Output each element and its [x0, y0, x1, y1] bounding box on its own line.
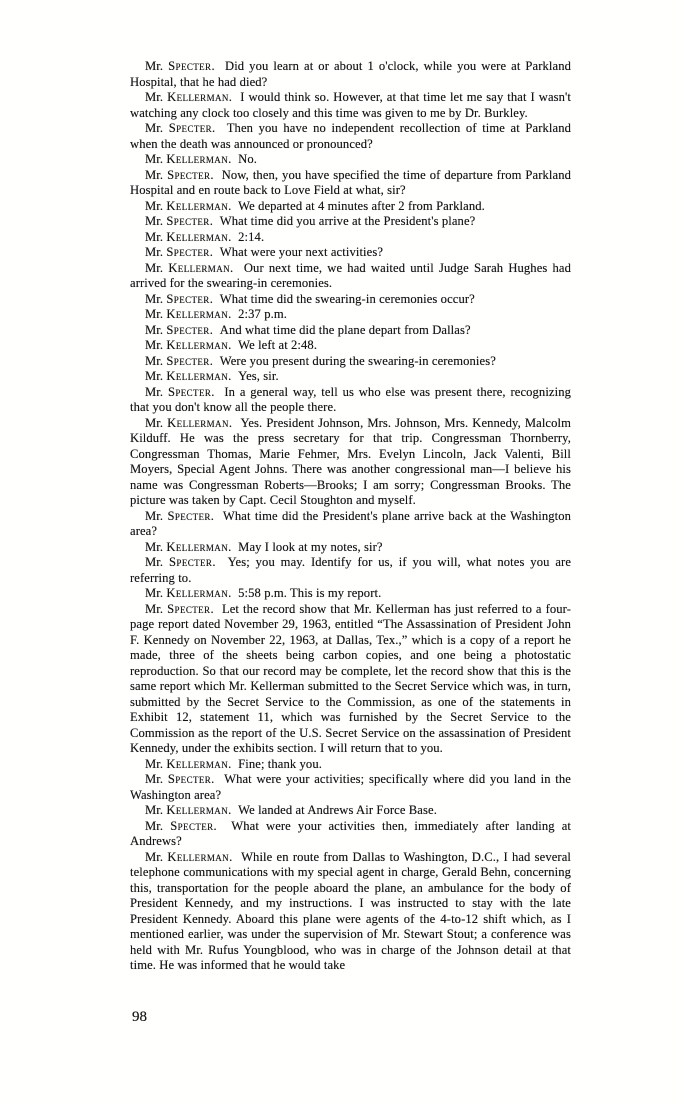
- speaker-name: Kellerman.: [166, 586, 232, 600]
- speaker-name: Kellerman.: [166, 803, 232, 817]
- dialogue-text: Now, then, you have specified the time of departure from Parkland Hospital and en route back to Love Field at what, sir?: [130, 167, 572, 197]
- dialogue-text: We left at 2:48.: [238, 338, 318, 352]
- speaker-name: Kellerman.: [166, 369, 232, 383]
- dialogue-paragraph: [130, 168, 571, 199]
- speaker-title: Mr.: [145, 90, 164, 104]
- speaker-label: [145, 602, 214, 616]
- dialogue-text: 5:58 p.m. This is my report.: [238, 586, 382, 600]
- speaker-name: Kellerman.: [166, 152, 232, 166]
- dialogue-paragraph: [130, 586, 571, 602]
- speaker-label: [145, 416, 232, 430]
- dialogue-paragraph: [130, 261, 571, 292]
- speaker-title: Mr.: [145, 772, 164, 786]
- dialogue-paragraph: [130, 292, 571, 308]
- speaker-label: [145, 230, 232, 244]
- dialogue-text: 2:14.: [238, 229, 265, 244]
- dialogue-text: Yes; you may. Identify for us, if you will, what notes you are referring to.: [130, 555, 572, 585]
- speaker-label: [145, 586, 232, 600]
- speaker-title: Mr.: [145, 291, 164, 306]
- dialogue-text: What time did you arrive at the President's plane?: [219, 214, 476, 228]
- speaker-title: Mr.: [145, 152, 164, 166]
- dialogue-text: What were your activities then, immediately after landing at Andrews?: [130, 818, 572, 848]
- dialogue-paragraph: [130, 354, 571, 370]
- speaker-label: [145, 338, 232, 352]
- dialogue-paragraph: [130, 602, 571, 757]
- dialogue-text: I would think so. However, at that time let me say that I wasn't watching any clock too closely and this time was given to me by Dr. Burkley.: [130, 90, 572, 120]
- dialogue-paragraph: [130, 369, 571, 385]
- speaker-title: Mr.: [145, 121, 164, 135]
- dialogue-text: Our next time, we had waited until Judge Sarah Hughes had arrived for the swearing-in ceremonies.: [130, 260, 572, 290]
- speaker-title: Mr.: [145, 539, 164, 554]
- speaker-label: [145, 152, 232, 166]
- speaker-label: [145, 803, 232, 817]
- speaker-label: [145, 850, 233, 864]
- speaker-name: Kellerman.: [166, 539, 232, 554]
- dialogue-text: What time did the swearing-in ceremonies occur?: [219, 291, 475, 306]
- speaker-title: Mr.: [145, 508, 164, 523]
- speaker-name: Kellerman.: [166, 198, 232, 213]
- speaker-name: Specter.: [166, 353, 214, 368]
- dialogue-text: Did you learn at or about 1 o'clock, while you were at Parkland Hospital, that he had died?: [130, 59, 571, 89]
- speaker-label: [145, 245, 213, 259]
- speaker-name: Specter.: [167, 508, 215, 523]
- speaker-name: Kellerman.: [168, 260, 234, 275]
- speaker-name: Kellerman.: [166, 756, 232, 771]
- dialogue-text: And what time did the plane depart from Dallas?: [219, 322, 471, 337]
- speaker-label: [145, 772, 215, 786]
- speaker-name: Specter.: [170, 818, 218, 833]
- speaker-title: Mr.: [145, 586, 164, 600]
- dialogue-paragraph: [130, 59, 571, 90]
- dialogue-paragraph: [130, 509, 571, 540]
- speaker-name: Specter.: [167, 384, 215, 399]
- speaker-label: [145, 90, 232, 104]
- dialogue-text: Were you present during the swearing-in ceremonies?: [219, 353, 496, 368]
- speaker-label: [145, 354, 213, 368]
- dialogue-paragraph: [130, 338, 571, 354]
- speaker-name: Specter.: [166, 322, 214, 337]
- speaker-title: Mr.: [145, 322, 164, 337]
- speaker-name: Kellerman.: [167, 415, 233, 430]
- speaker-title: Mr.: [145, 260, 164, 275]
- speaker-title: Mr.: [145, 338, 164, 352]
- speaker-title: Mr.: [145, 369, 164, 383]
- dialogue-paragraph: [130, 323, 571, 339]
- speaker-label: [145, 509, 214, 523]
- speaker-label: [145, 292, 213, 306]
- dialogue-text: We departed at 4 minutes after 2 from Parkland.: [238, 198, 485, 213]
- dialogue-paragraph: [130, 385, 571, 416]
- dialogue-paragraph: [130, 555, 571, 586]
- dialogue-paragraph: [130, 152, 571, 168]
- dialogue-paragraph: [130, 245, 571, 261]
- dialogue-text: Then you have no independent recollection of time at Parkland when the death was announced or pronounced?: [130, 121, 571, 151]
- dialogue-paragraph: [130, 230, 571, 246]
- speaker-title: Mr.: [145, 245, 164, 259]
- speaker-label: [145, 369, 232, 383]
- speaker-label: [145, 555, 216, 569]
- speaker-name: Specter.: [167, 772, 215, 786]
- speaker-title: Mr.: [145, 803, 164, 817]
- dialogue-paragraph: [130, 121, 571, 152]
- dialogue-paragraph: [130, 850, 571, 974]
- dialogue-paragraph: [130, 757, 571, 773]
- dialogue-text: What were your next activities?: [219, 245, 384, 259]
- speaker-label: [145, 59, 215, 73]
- speaker-title: Mr.: [145, 849, 164, 864]
- speaker-label: [145, 307, 232, 321]
- dialogue-paragraph: [130, 772, 571, 803]
- speaker-name: Specter.: [166, 214, 214, 228]
- testimony-text: [130, 59, 571, 974]
- speaker-title: Mr.: [145, 229, 164, 244]
- speaker-name: Specter.: [168, 59, 216, 73]
- speaker-label: [145, 199, 232, 213]
- dialogue-paragraph: [130, 803, 571, 819]
- speaker-title: Mr.: [145, 818, 164, 833]
- dialogue-paragraph: [130, 214, 571, 230]
- dialogue-paragraph: [130, 416, 571, 509]
- speaker-label: [145, 323, 213, 337]
- speaker-name: Specter.: [166, 245, 214, 259]
- speaker-title: Mr.: [145, 198, 164, 213]
- speaker-label: [145, 261, 234, 275]
- speaker-title: Mr.: [145, 384, 164, 399]
- speaker-name: Kellerman.: [167, 90, 233, 104]
- speaker-label: [145, 819, 217, 833]
- speaker-label: [145, 168, 214, 182]
- speaker-name: Specter.: [167, 601, 214, 616]
- dialogue-paragraph: [130, 90, 571, 121]
- dialogue-text: We landed at Andrews Air Force Base.: [238, 803, 437, 817]
- dialogue-text: What were your activities; specifically where did you land in the Washington area?: [130, 772, 571, 802]
- dialogue-text: Yes, sir.: [238, 369, 279, 383]
- speaker-title: Mr.: [145, 756, 164, 771]
- speaker-name: Specter.: [166, 291, 214, 306]
- speaker-label: [145, 214, 213, 228]
- speaker-title: Mr.: [145, 555, 164, 569]
- speaker-name: Specter.: [167, 167, 214, 182]
- speaker-name: Specter.: [168, 121, 216, 135]
- speaker-label: [145, 385, 215, 399]
- speaker-name: Kellerman.: [166, 338, 232, 352]
- speaker-title: Mr.: [145, 167, 164, 182]
- dialogue-text: Fine; thank you.: [238, 756, 322, 771]
- speaker-title: Mr.: [145, 601, 164, 616]
- dialogue-paragraph: [130, 540, 571, 556]
- dialogue-text: Yes. President Johnson, Mrs. Johnson, Mrs. Kennedy, Malcolm Kilduff. He was the press secretary for that trip. Congressman Thornberry, Congressman Thomas, Marie Fehmer, Mrs. Evelyn Lincoln, Jack Valenti, Bill Moyers, Special Agent Johns. There was another congressional man—I believe his name was Congressman Roberts—Brooks; I am sorry; Congressman Brooks. The picture was taken by Capt. Cecil Stoughton and myself.: [130, 415, 572, 507]
- speaker-name: Specter.: [169, 555, 216, 569]
- speaker-label: [145, 540, 232, 554]
- dialogue-paragraph: [130, 819, 571, 850]
- speaker-title: Mr.: [145, 214, 164, 228]
- dialogue-text: In a general way, tell us who else was present there, recognizing that you don't know all the people there.: [130, 384, 572, 414]
- speaker-name: Kellerman.: [166, 229, 232, 244]
- dialogue-text: May I look at my notes, sir?: [238, 539, 383, 554]
- dialogue-text: While en route from Dallas to Washington, D.C., I had several telephone communications with my special agent in charge, Gerald Behn, concerning this, transportation for the people aboard the plane, an ambulance for the body of President Kennedy, and my instructions. I was instructed to stay with the late President Kennedy. Aboard this plane were agents of the 4-to-12 shift which, as I mentioned earlier, was under the supervision of Mr. Stewart Stout; a conference was held with Mr. Rufus Youngblood, who was in charge of the Johnson detail at that time. He was informed that he would take: [130, 849, 572, 972]
- speaker-name: Kellerman.: [166, 307, 232, 321]
- speaker-title: Mr.: [145, 59, 164, 73]
- dialogue-text: What time did the President's plane arrive back at the Washington area?: [130, 508, 572, 538]
- page-number: 98: [132, 1009, 147, 1025]
- dialogue-text: Let the record show that Mr. Kellerman has just referred to a four-page report dated November 29, 1963, entitled “The Assassination of President John F. Kennedy on November 22, 1963, at Dallas, Tex.,” which is a copy of a report he made, three of the sheets being carbon copies, and one being a photostatic reproduction. So that our record may be complete, let the record show that this is the same report which Mr. Kellerman submitted to the Secret Service which was, in turn, submitted by the Secret Service to the Commission, as one of the statements in Exhibit 12, statement 11, which was furnished by the Secret Service to the Commission as the report of the U.S. Secret Service on the assassination of President Kennedy, under the exhibits section. I will return that to you.: [130, 601, 572, 755]
- dialogue-text: No.: [238, 152, 257, 166]
- speaker-name: Kellerman.: [167, 849, 233, 864]
- dialogue-paragraph: [130, 307, 571, 323]
- dialogue-text: 2:37 p.m.: [238, 307, 287, 321]
- speaker-title: Mr.: [145, 353, 164, 368]
- speaker-label: [145, 121, 216, 135]
- dialogue-paragraph: [130, 199, 571, 215]
- speaker-label: [145, 757, 232, 771]
- speaker-title: Mr.: [145, 307, 164, 321]
- speaker-title: Mr.: [145, 415, 164, 430]
